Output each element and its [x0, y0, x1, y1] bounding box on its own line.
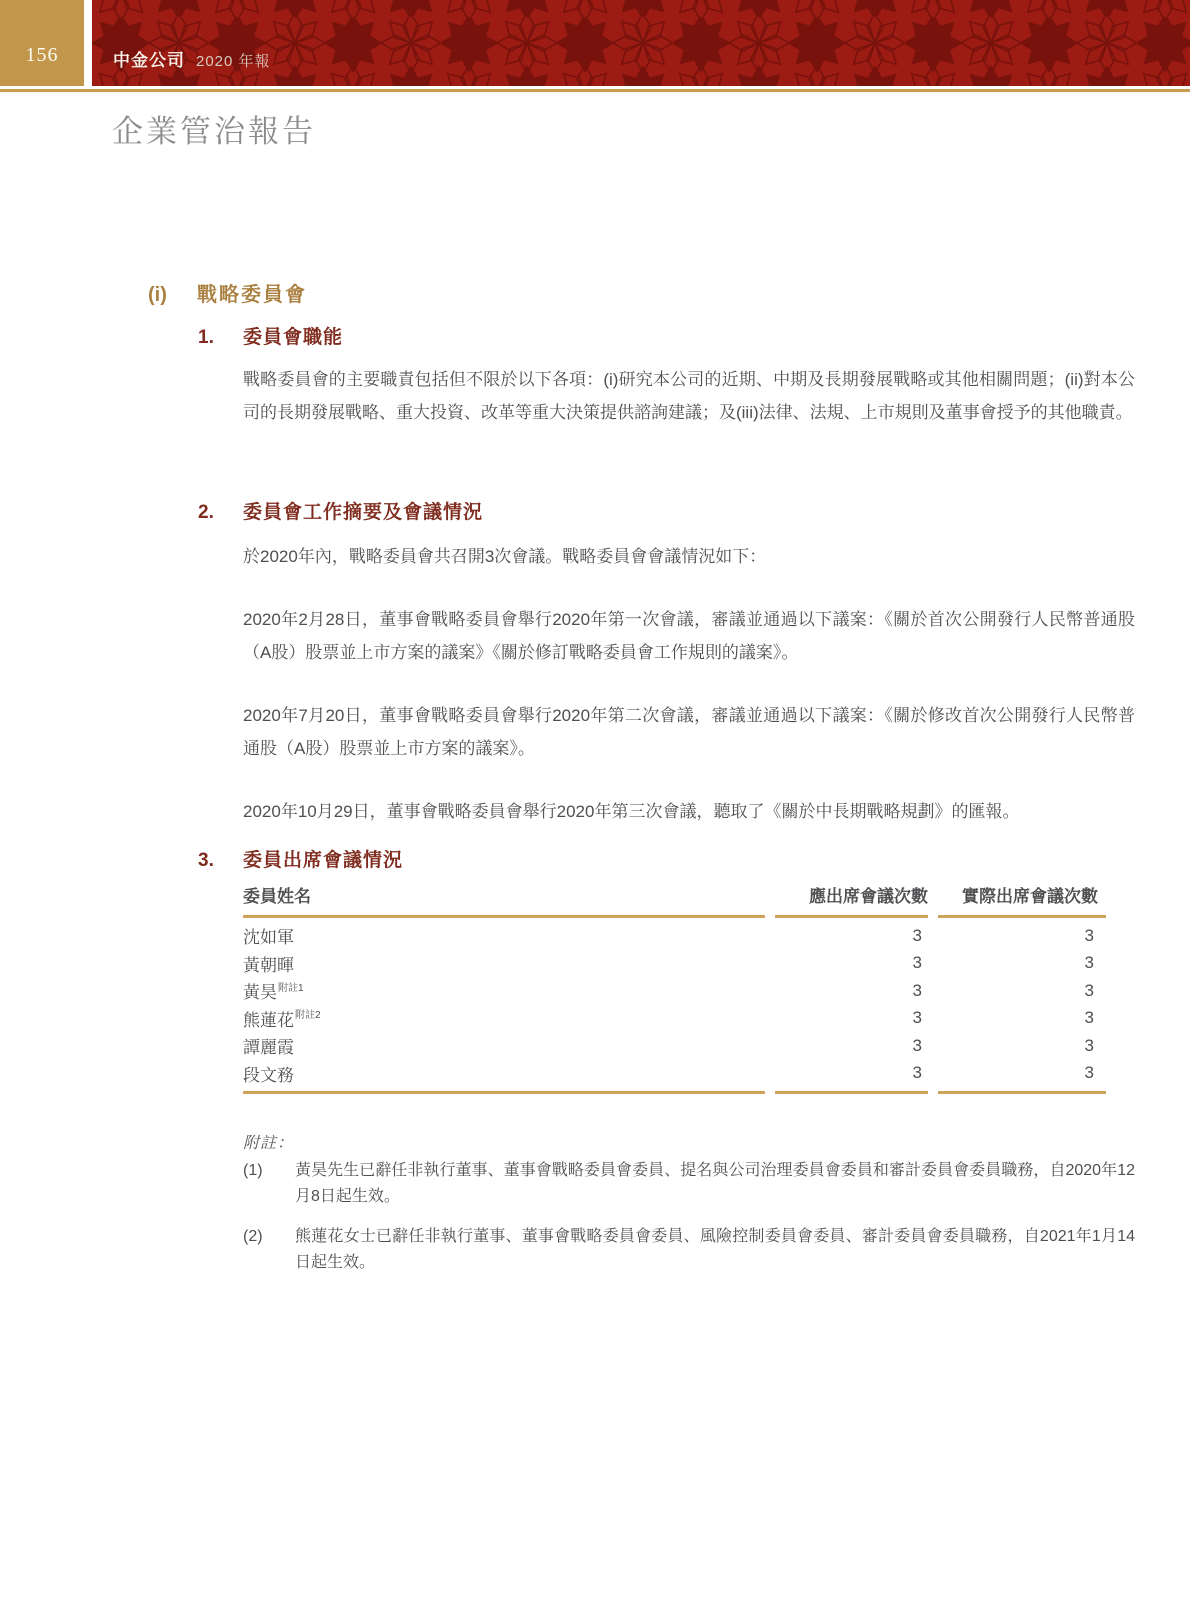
subsection-1-paragraph: 戰略委員會的主要職責包括但不限於以下各項：(i)研究本公司的近期、中期及長期發展戰略或其他相關問題；(ii)對本公司的長期發展戰略、重大投資、改革等重大決策提供諮詢建議；及(iii)法律、法規、上市規則及董事會授予的其他職責。	[243, 370, 1135, 422]
table-row	[243, 950, 1106, 978]
required-attendance-cell: 3	[912, 1008, 922, 1028]
table-row	[243, 1005, 1106, 1033]
note-superscript: 附註1	[278, 982, 304, 994]
actual-attendance-cell: 3	[1084, 980, 1094, 1000]
body-paragraph: 2020年10月29日，董事會戰略委員會舉行2020年第三次會議，聽取了《關於中長期戰略規劃》的匯報。	[243, 802, 1020, 821]
member-name-cell: 譚麗霞	[243, 1038, 294, 1058]
required-attendance-cell: 3	[912, 1063, 922, 1083]
subsection-2-heading	[198, 497, 483, 524]
subsection-1-number: 1.	[198, 327, 214, 348]
body-paragraph: 2020年2月28日，董事會戰略委員會舉行2020年第一次會議，審議並通過以下議案：《關於首次公開發行人民幣普通股（A股）股票並上市方案的議案》《關於修訂戰略委員會工作規則的議案》。	[243, 610, 1135, 662]
subsection-1-heading	[198, 322, 343, 349]
member-name-cell: 熊蓮花$^{附註2}$	[243, 1010, 321, 1030]
required-attendance-cell: 3	[912, 953, 922, 973]
section-i-marker: (i)	[148, 284, 167, 306]
subsection-3-heading	[198, 845, 403, 872]
page-number-block	[0, 0, 84, 86]
notes-list	[243, 1158, 1135, 1290]
subsection-2-paragraphs	[243, 540, 1135, 858]
attendance-table-body	[243, 918, 1106, 1091]
section-i-title: 戰略委員會	[197, 284, 307, 306]
actual-attendance-cell: 3	[1084, 925, 1094, 945]
subsection-2-title: 委員會工作摘要及會議情況	[243, 502, 484, 523]
member-name-cell: 沈如軍	[243, 928, 294, 948]
body-paragraph: 於2020年內，戰略委員會共召開3次會議。戰略委員會會議情況如下：	[243, 547, 767, 566]
member-name-cell: 段文務	[243, 1065, 294, 1085]
table-row	[243, 1060, 1106, 1088]
band-text	[113, 46, 271, 71]
column-member-name: 委員姓名	[243, 887, 765, 918]
actual-attendance-cell: 3	[1084, 1008, 1094, 1028]
report-edition: 2020 年報	[196, 53, 271, 70]
subsection-3-number: 3.	[198, 850, 214, 871]
member-name-cell: 黃朝暉	[243, 955, 294, 975]
required-attendance-cell: 3	[912, 1035, 922, 1055]
column-required-attendance: 應出席會議次數	[775, 887, 928, 918]
subsection-3-title: 委員出席會議情況	[243, 850, 404, 871]
note-item	[243, 1158, 1135, 1210]
header-band	[92, 0, 1190, 86]
required-attendance-cell: 3	[912, 980, 922, 1000]
note-text: 黃昊先生已辭任非執行董事、董事會戰略委員會委員、提名與公司治理委員會委員和審計委員會委員職務，自2020年12月8日起生效。	[295, 1162, 1135, 1205]
subsection-1-title: 委員會職能	[243, 327, 344, 348]
actual-attendance-cell: 3	[1084, 1063, 1094, 1083]
column-actual-attendance: 實際出席會議次數	[938, 887, 1106, 918]
header-gold-rule	[0, 89, 1190, 92]
actual-attendance-cell: 3	[1084, 1035, 1094, 1055]
company-name: 中金公司	[113, 51, 185, 70]
actual-attendance-cell: 3	[1084, 953, 1094, 973]
document-title: 企業管治報告	[112, 114, 316, 149]
note-superscript: 附註2	[295, 1010, 321, 1022]
table-row	[243, 922, 1106, 950]
header-pattern	[92, 0, 1190, 86]
notes-label: 附註：	[243, 1135, 295, 1152]
subsection-2-number: 2.	[198, 502, 214, 523]
note-text: 熊蓮花女士已辭任非執行董事、董事會戰略委員會委員、風險控制委員會委員、審計委員會委員職務，自2021年1月14日起生效。	[295, 1228, 1135, 1271]
section-i-heading	[148, 278, 307, 307]
note-marker: (1)	[243, 1162, 263, 1179]
attendance-table-header	[243, 887, 1106, 918]
page-number: 156	[25, 44, 59, 66]
table-row	[243, 1032, 1106, 1060]
note-item	[243, 1224, 1135, 1276]
table-row	[243, 977, 1106, 1005]
member-name-cell: 黃昊$^{附註1}$	[243, 982, 304, 1003]
note-marker: (2)	[243, 1228, 263, 1245]
body-paragraph: 2020年7月20日，董事會戰略委員會舉行2020年第二次會議，審議並通過以下議案：《關於修改首次公開發行人民幣普通股（A股）股票並上市方案的議案》。	[243, 706, 1135, 758]
required-attendance-cell: 3	[912, 925, 922, 945]
attendance-table	[243, 887, 1106, 1091]
